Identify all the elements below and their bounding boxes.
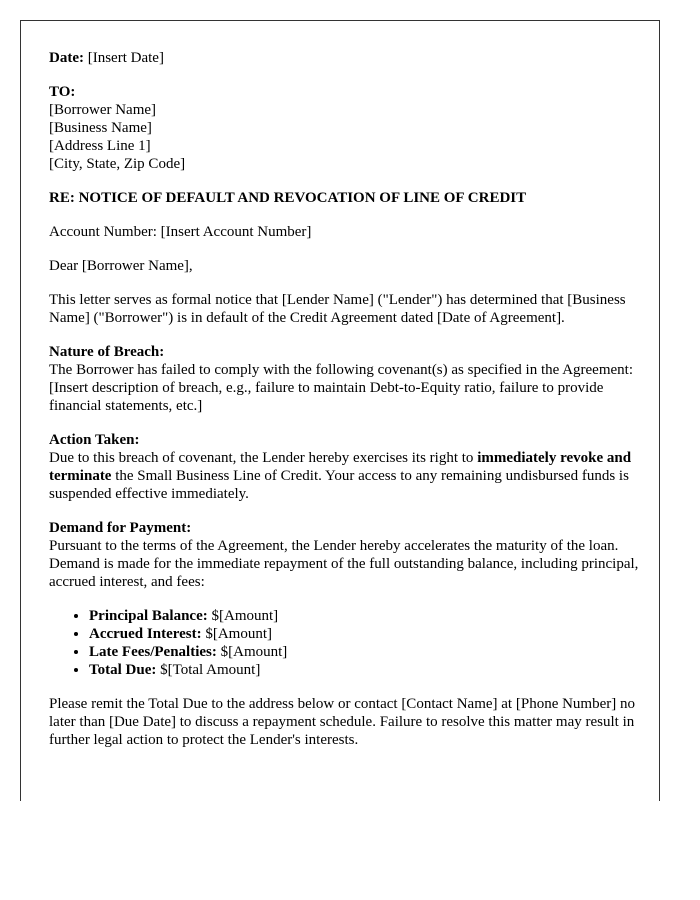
account-number: Account Number: [Insert Account Number]: [49, 224, 312, 240]
recipient-line: [City, State, Zip Code]: [49, 156, 186, 172]
item-label: Accrued Interest:: [89, 626, 202, 642]
breach-section: [49, 343, 639, 415]
list-item: [89, 661, 639, 679]
recipient-line: [Borrower Name]: [49, 102, 157, 118]
amounts-list: [49, 607, 639, 679]
subject-line: [49, 189, 639, 207]
action-heading: Action Taken:: [49, 432, 140, 448]
item-value: $[Amount]: [207, 608, 279, 624]
item-value: $[Total Amount]: [156, 662, 261, 678]
list-item: [89, 607, 639, 625]
action-section: [49, 431, 639, 503]
action-text-before: Due to this breach of covenant, the Lender hereby exercises its right to: [49, 450, 478, 466]
subject-text: RE: NOTICE OF DEFAULT AND REVOCATION OF LINE OF CREDIT: [49, 190, 527, 206]
breach-text: The Borrower has failed to comply with the following covenant(s) as specified in the Agreement:: [49, 362, 633, 378]
closing-paragraph: Please remit the Total Due to the address below or contact [Contact Name] at [Phone Number] no later than [Due Date] to discuss a repayment schedule. Failure to resolve this matter may result in further legal action to protect the Lender's interests.: [49, 696, 635, 748]
breach-placeholder: [Insert description of breach, e.g., failure to maintain Debt-to-Equity ratio, failure to provide financial statements, etc.]: [49, 380, 604, 414]
breach-heading: Nature of Breach:: [49, 344, 165, 360]
demand-text: Pursuant to the terms of the Agreement, the Lender hereby accelerates the maturity of the loan. Demand is made for the immediate repayment of the full outstanding balance, including principal, accrued interest, and fees:: [49, 538, 639, 590]
recipient-label: TO:: [49, 84, 76, 100]
date-label: Date:: [49, 50, 84, 66]
action-emphasis: immediately revoke and terminate: [49, 450, 632, 484]
list-item: [89, 643, 639, 661]
salutation: Dear [Borrower Name],: [49, 258, 193, 274]
letter-page: [20, 20, 660, 801]
date-value: [Insert Date]: [83, 50, 164, 66]
intro-paragraph: This letter serves as formal notice that [Lender Name] ("Lender") has determined that [Business Name] ("Borrower") is in default of the Credit Agreement dated [Date of Agreement].: [49, 292, 626, 326]
recipient-block: [49, 83, 639, 173]
list-item: [89, 625, 639, 643]
demand-heading: Demand for Payment:: [49, 520, 192, 536]
item-label: Total Due:: [89, 662, 157, 678]
item-label: Late Fees/Penalties:: [89, 644, 217, 660]
date-line: [49, 49, 639, 67]
action-text-after: the Small Business Line of Credit. Your access to any remaining undisbursed funds is suspended effective immediately.: [49, 468, 629, 502]
demand-section: [49, 519, 639, 591]
item-value: $[Amount]: [201, 626, 273, 642]
item-label: Principal Balance:: [89, 608, 208, 624]
recipient-line: [Address Line 1]: [49, 138, 151, 154]
item-value: $[Amount]: [216, 644, 288, 660]
recipient-line: [Business Name]: [49, 120, 152, 136]
